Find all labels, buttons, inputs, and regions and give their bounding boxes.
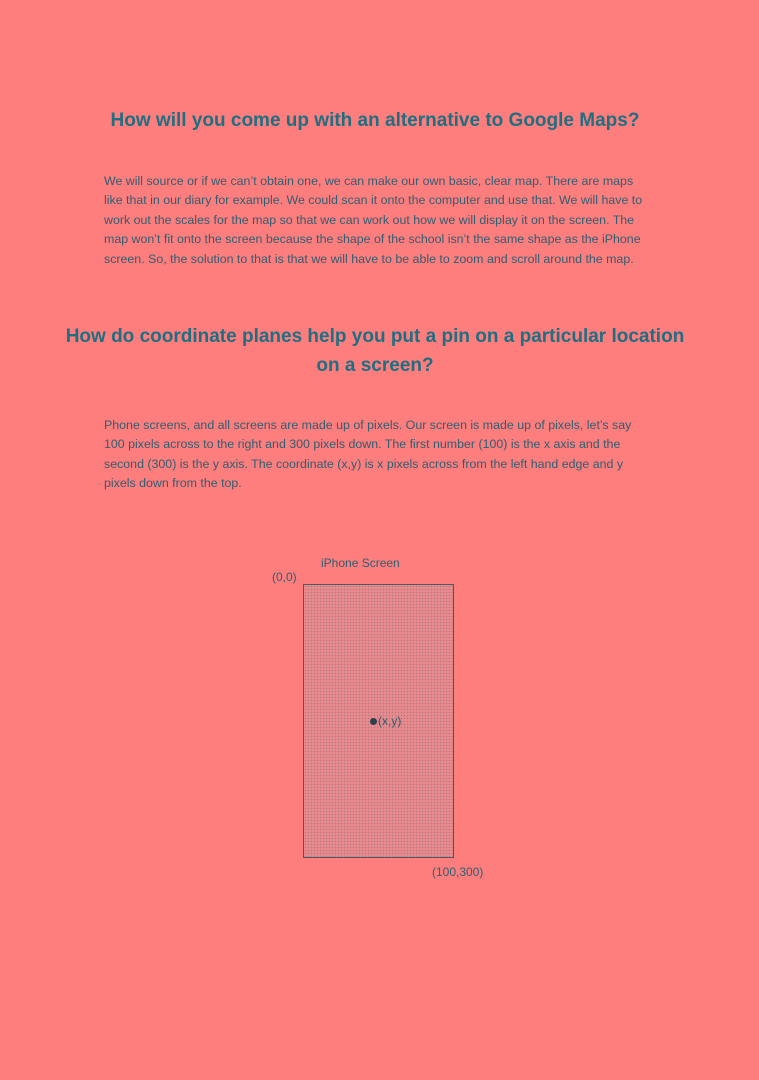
diagram-title: iPhone Screen <box>321 556 400 570</box>
section-paragraph-google-maps: We will source or if we can’t obtain one, we can make our own basic, clear map. There are maps like that in our diary for example. We could scan it onto the computer and use that. We will have to work out the scales for the map so that we can work out how we will display it on the screen. The map won’t fit onto the screen because the shape of the school isn’t the same shape as the iPhone screen. So, the solution to that is that we will have to be able to zoom and scroll around the map. <box>104 174 643 266</box>
pin-point-marker <box>370 718 377 725</box>
origin-coordinate-label: (0,0) <box>272 570 297 584</box>
corner-coordinate-label: (100,300) <box>432 865 484 879</box>
section-heading-coordinate-planes: How do coordinate planes help you put a pin on a particular location on a screen? <box>65 326 685 376</box>
pin-coordinate-label: (x,y) <box>378 714 402 728</box>
section-paragraph-coordinate-planes: Phone screens, and all screens are made up of pixels. Our screen is made up of pixels, let’s say 100 pixels across to the right and 300 pixels down. The first number (100) is the x axis and the second (300) is the y axis. The coordinate (x,y) is x pixels across from the left hand edge and y pixels down from the top. <box>104 418 632 491</box>
section-heading-google-maps: How will you come up with an alternative to Google Maps? <box>110 110 640 131</box>
